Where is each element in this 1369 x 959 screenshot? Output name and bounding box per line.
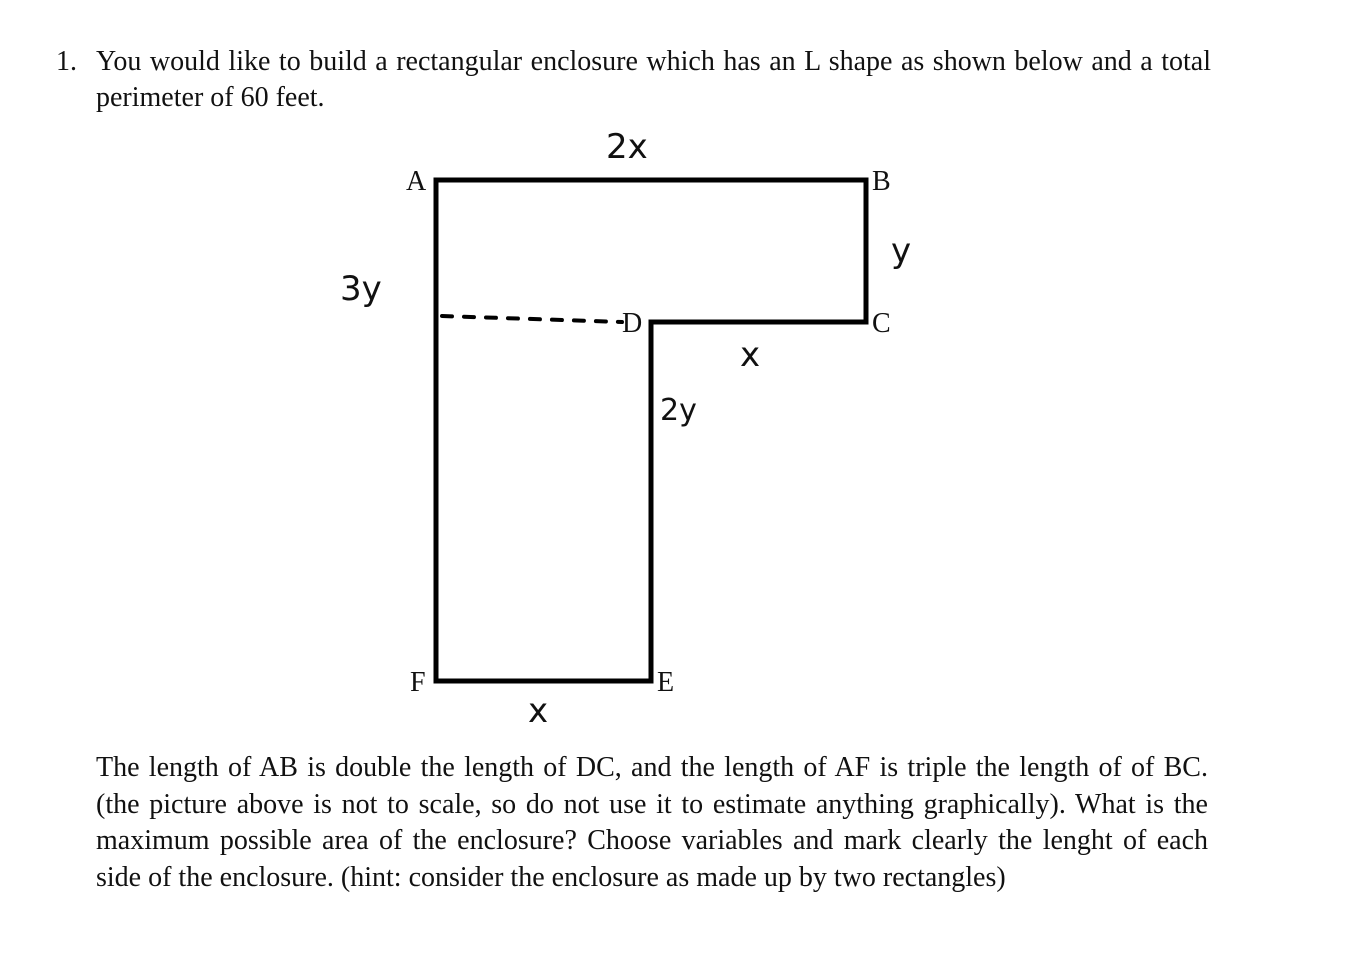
side-bc-length: y xyxy=(891,231,912,271)
problem-intro: You would like to build a rectangular enclosure which has an L shape as shown below and a total perimeter of 60 feet. xyxy=(96,46,1211,113)
side-fe-length: x xyxy=(528,691,549,731)
side-ab-length: 2x xyxy=(606,127,648,167)
vertex-d-label: D xyxy=(622,308,643,339)
vertex-f-label: F xyxy=(410,667,426,698)
problem-body: The length of AB is double the length of DC, and the length of AF is triple the length of of BC. (the picture above is not to scale, so do not use it to estimate anything graphically). What is the maximum possible area of the enclosure? Choose variables and mark clearly the lenght of each side of the enclosure. (hint: consider the enclosure as made up by two rectangles) xyxy=(96,752,1208,893)
problem-number: 1. xyxy=(56,46,77,77)
dashed-divider xyxy=(442,316,622,322)
vertex-a-label: A xyxy=(406,166,427,197)
side-af-length: 3y xyxy=(340,269,382,309)
vertex-b-label: B xyxy=(872,166,891,197)
vertex-e-label: E xyxy=(657,667,675,698)
enclosure-outline xyxy=(436,180,866,681)
side-de-length: 2y xyxy=(660,393,697,428)
vertex-c-label: C xyxy=(872,308,891,339)
side-dc-length: x xyxy=(740,335,761,375)
